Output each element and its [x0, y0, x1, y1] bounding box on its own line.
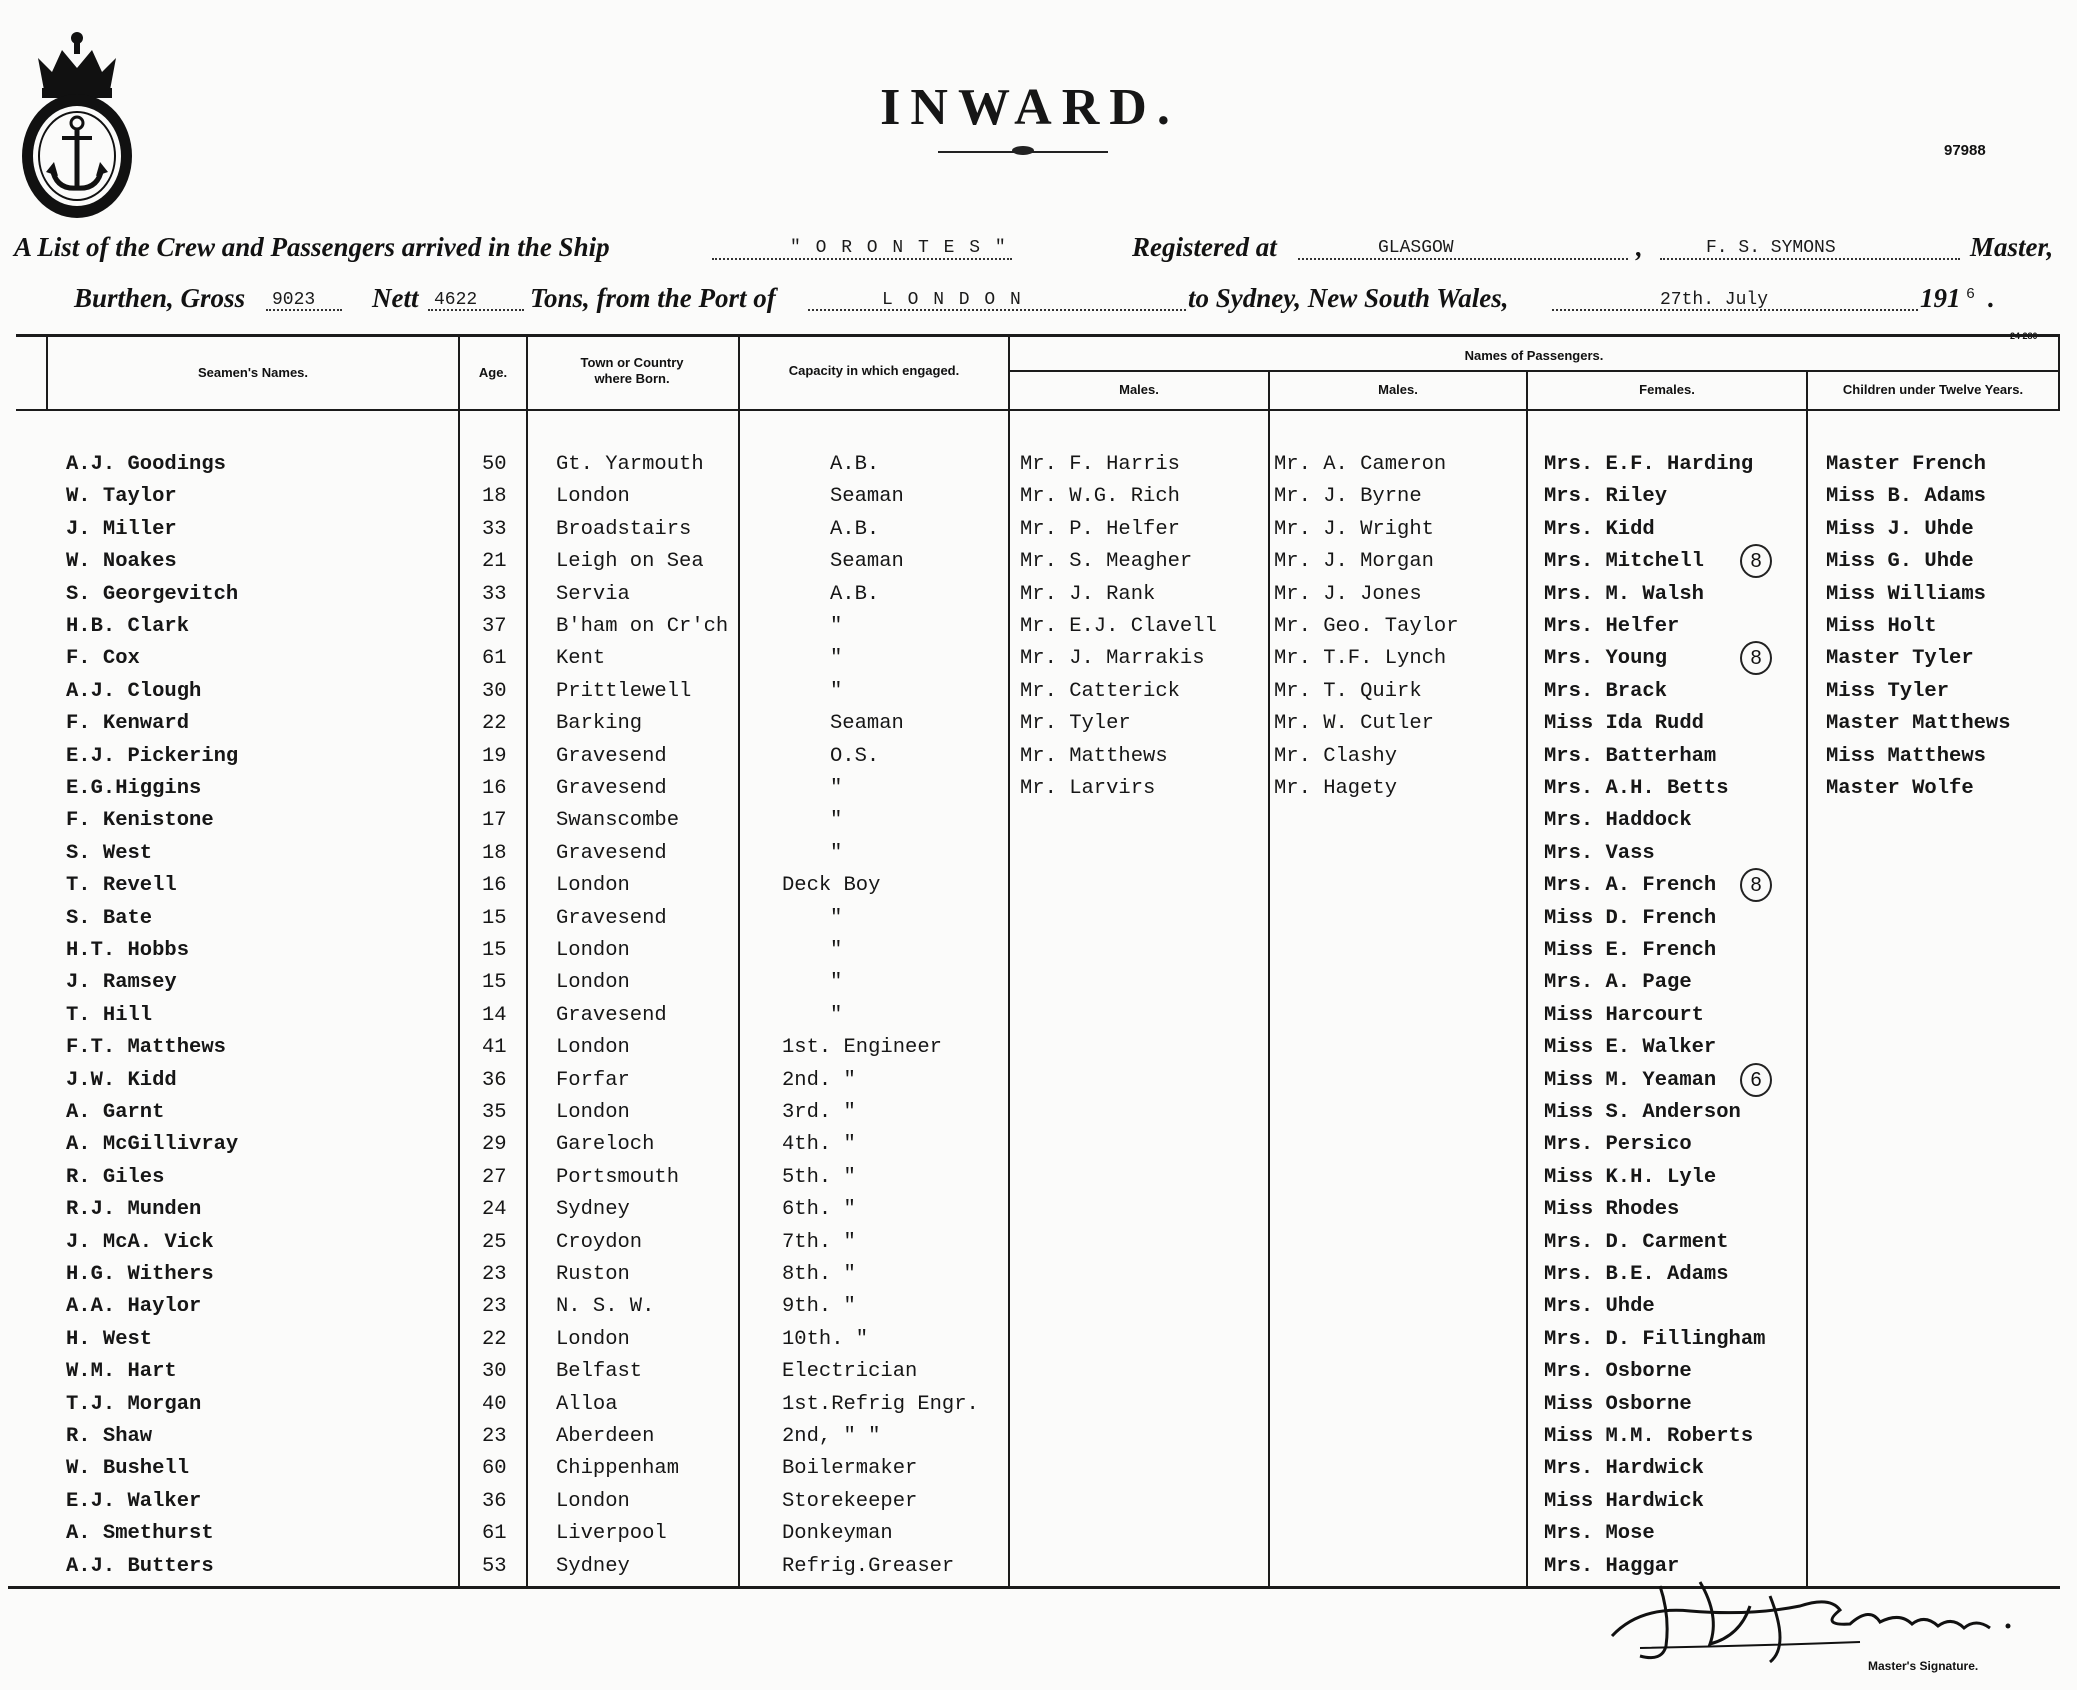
crew-name: H. West	[66, 1327, 153, 1351]
crew-name: A.J. Clough	[66, 679, 202, 703]
female-passenger-name: Mrs. A. French	[1544, 874, 1717, 898]
crew-name: T. Revell	[66, 874, 177, 898]
crew-capacity: Refrig.Greaser	[782, 1554, 955, 1578]
female-passenger-name: Mrs. D. Fillingham	[1544, 1327, 1766, 1351]
header-burthen-label: Burthen, Gross	[74, 283, 246, 313]
ship-name: " O R O N T E S "	[790, 238, 1008, 258]
crew-capacity: "	[830, 971, 843, 995]
child-passenger-name: Master Tyler	[1826, 647, 1974, 671]
handwritten-circled-mark: 8	[1740, 544, 1772, 578]
crew-capacity: 8th. "	[782, 1263, 856, 1286]
crew-name: J. Miller	[66, 517, 177, 541]
female-passenger-name: Miss D. French	[1544, 906, 1717, 930]
crew-name: J. Ramsey	[66, 971, 177, 995]
crew-birthplace: Chippenham	[556, 1457, 680, 1481]
crew-capacity: 1st. Engineer	[782, 1036, 942, 1060]
crew-capacity: 5th. "	[782, 1165, 856, 1189]
crew-birthplace: Sydney	[556, 1198, 630, 1222]
master-name-line	[1660, 258, 1960, 260]
female-passenger-name: Miss E. French	[1544, 939, 1717, 962]
female-passenger-name: Mrs. Osborne	[1544, 1360, 1692, 1384]
master-signature-handwritten	[1600, 1566, 2020, 1666]
handwritten-circled-mark: 8	[1740, 868, 1772, 902]
crew-birthplace: Croydon	[556, 1230, 643, 1254]
male-passenger-name: Mr. J. Rank	[1020, 582, 1156, 606]
male-passenger-name: Mr. W.G. Rich	[1020, 485, 1180, 509]
male-passenger-name: Mr. T. Quirk	[1274, 679, 1422, 703]
crew-birthplace: Gravesend	[556, 777, 667, 800]
male-passenger-name: Mr. J. Wright	[1274, 517, 1434, 541]
crew-name: S. Bate	[66, 906, 153, 930]
male-passenger-name: Mr. J. Jones	[1274, 582, 1422, 606]
crew-name: W. Bushell	[66, 1457, 190, 1481]
crew-birthplace: N. S. W.	[556, 1295, 655, 1319]
crew-age: 50	[482, 453, 507, 476]
crew-age: 19	[482, 744, 507, 768]
crew-name: E.J. Pickering	[66, 744, 239, 768]
passenger-header-rule	[1010, 370, 2060, 372]
crew-name: S. Georgevitch	[66, 582, 239, 606]
crew-name: W. Taylor	[66, 485, 177, 509]
crew-age: 33	[482, 582, 507, 606]
crew-name: H.T. Hobbs	[66, 939, 190, 962]
crew-age: 16	[482, 777, 507, 800]
crew-capacity: 3rd. "	[782, 1101, 856, 1124]
crew-birthplace: Aberdeen	[556, 1425, 655, 1448]
col-line-passengers	[1008, 336, 1010, 1588]
crew-capacity: "	[830, 1003, 843, 1027]
handwritten-circled-mark: 8	[1740, 641, 1772, 675]
female-passenger-name: Mrs. Batterham	[1544, 744, 1717, 768]
crew-name: W.M. Hart	[66, 1360, 177, 1384]
female-passenger-name: Mrs. Uhde	[1544, 1295, 1655, 1319]
crew-age: 27	[482, 1165, 507, 1189]
child-passenger-name: Miss Williams	[1826, 582, 1986, 606]
crew-name: T. Hill	[66, 1003, 153, 1027]
child-passenger-name: Miss G. Uhde	[1826, 550, 1974, 574]
crew-birthplace: Gravesend	[556, 1003, 667, 1027]
shipping-master-seal-logo	[16, 28, 138, 218]
male-passenger-name: Mr. Tyler	[1020, 712, 1131, 736]
crew-age: 37	[482, 615, 507, 638]
col-line-children	[1806, 371, 1808, 1588]
female-passenger-name: Mrs. Persico	[1544, 1133, 1692, 1157]
crew-birthplace: London	[556, 1101, 630, 1124]
crew-capacity: A.B.	[830, 517, 880, 541]
crew-birthplace: Gt. Yarmouth	[556, 453, 704, 476]
crew-age: 22	[482, 1327, 507, 1351]
female-passenger-name: Miss M.M. Roberts	[1544, 1425, 1754, 1448]
crew-birthplace: Kent	[556, 647, 606, 671]
child-passenger-name: Master Wolfe	[1826, 777, 1974, 800]
page-title: INWARD.	[880, 79, 1180, 136]
gross-tons: 9023	[272, 290, 316, 310]
crew-capacity: "	[830, 906, 843, 930]
male-passenger-name: Mr. Larvirs	[1020, 777, 1156, 800]
crew-name: E.J. Walker	[66, 1489, 202, 1513]
crew-capacity: 2nd, " "	[782, 1425, 881, 1448]
crew-capacity: 10th. "	[782, 1327, 869, 1351]
crew-capacity: "	[830, 679, 843, 703]
male-passenger-name: Mr. Catterick	[1020, 679, 1180, 703]
crew-age: 15	[482, 971, 507, 995]
female-passenger-name: Mrs. Kidd	[1544, 517, 1655, 541]
crew-capacity: Storekeeper	[782, 1489, 918, 1513]
crew-birthplace: Prittlewell	[556, 679, 692, 703]
female-passenger-name: Miss E. Walker	[1544, 1036, 1717, 1060]
header-period: .	[1988, 283, 1995, 313]
col-line-females	[1526, 371, 1528, 1588]
crew-age: 15	[482, 906, 507, 930]
male-passenger-name: Mr. Clashy	[1274, 744, 1398, 768]
crew-age: 18	[482, 841, 507, 865]
crew-age: 36	[482, 1489, 507, 1513]
female-passenger-name: Mrs. B.E. Adams	[1544, 1263, 1729, 1286]
crew-capacity: Seaman	[830, 550, 904, 574]
female-passenger-name: Mrs. Brack	[1544, 679, 1668, 703]
crew-birthplace: B'ham on Cr'ch	[556, 615, 729, 638]
arrival-date: 27th. July	[1660, 290, 1769, 310]
crew-birthplace: Gravesend	[556, 744, 667, 768]
crew-birthplace: London	[556, 1036, 630, 1060]
female-passenger-name: Miss K.H. Lyle	[1544, 1165, 1717, 1189]
male-passenger-name: Mr. J. Marrakis	[1020, 647, 1205, 671]
crew-capacity: A.B.	[830, 582, 880, 606]
crew-name: E.G.Higgins	[66, 777, 202, 800]
crew-capacity: "	[830, 939, 843, 962]
master-signature-label: Master's Signature.	[1868, 1659, 1979, 1673]
crew-age: 35	[482, 1101, 507, 1124]
crew-name: A. Garnt	[66, 1101, 165, 1124]
crew-capacity: Seaman	[830, 712, 904, 736]
crew-birthplace: Alloa	[556, 1392, 618, 1416]
crew-name: A.J. Goodings	[66, 453, 226, 476]
female-passenger-name: Mrs. D. Carment	[1544, 1230, 1729, 1254]
male-passenger-name: Mr. J. Morgan	[1274, 550, 1434, 574]
master-name: F. S. SYMONS	[1706, 238, 1836, 258]
crew-name: R. Shaw	[66, 1425, 153, 1448]
col-head-capacity: Capacity in which engaged.	[788, 363, 960, 378]
crew-name: T.J. Morgan	[66, 1392, 202, 1416]
header-bottom-rule	[16, 409, 2060, 411]
male-passenger-name: Mr. J. Byrne	[1274, 485, 1422, 509]
crew-birthplace: Servia	[556, 582, 630, 606]
crew-age: 30	[482, 1360, 507, 1384]
col-line-town	[526, 336, 528, 1588]
female-passenger-name: Miss S. Anderson	[1544, 1101, 1741, 1124]
female-passenger-name: Mrs. Helfer	[1544, 615, 1680, 638]
crew-birthplace: Liverpool	[556, 1522, 667, 1546]
crew-capacity: 7th. "	[782, 1230, 856, 1254]
crew-birthplace: Forfar	[556, 1068, 630, 1092]
crew-age: 23	[482, 1263, 507, 1286]
crew-age: 41	[482, 1036, 507, 1060]
male-passenger-name: Mr. S. Meagher	[1020, 550, 1193, 574]
crew-age: 23	[482, 1425, 507, 1448]
departure-port: L O N D O N	[882, 290, 1023, 310]
crew-birthplace: Broadstairs	[556, 517, 692, 541]
registered-line	[1298, 258, 1628, 260]
child-passenger-name: Miss Holt	[1826, 615, 1937, 638]
crew-capacity: "	[830, 777, 843, 800]
col-head-town: Town or Country where Born.	[580, 355, 684, 386]
crew-capacity: A.B.	[830, 453, 880, 476]
crew-capacity: "	[830, 615, 843, 638]
crew-name: F.T. Matthews	[66, 1036, 226, 1060]
child-passenger-name: Master French	[1826, 453, 1986, 476]
crew-age: 16	[482, 874, 507, 898]
child-passenger-name: Miss Matthews	[1826, 744, 1986, 768]
female-passenger-name: Miss M. Yeaman	[1544, 1068, 1717, 1092]
crew-name: A.J. Butters	[66, 1554, 214, 1578]
col-head-males-2: Males.	[1378, 382, 1418, 397]
female-passenger-name: Miss Rhodes	[1544, 1198, 1680, 1222]
crew-capacity: Donkeyman	[782, 1522, 893, 1546]
female-passenger-name: Miss Osborne	[1544, 1392, 1692, 1416]
crew-capacity: 1st.Refrig Engr.	[782, 1392, 979, 1416]
male-passenger-name: Mr. Geo. Taylor	[1274, 615, 1459, 638]
crew-birthplace: London	[556, 971, 630, 995]
crew-birthplace: London	[556, 939, 630, 962]
female-passenger-name: Miss Hardwick	[1544, 1489, 1704, 1513]
header-port-label: Tons, from the Port of	[530, 283, 776, 313]
crew-age: 21	[482, 550, 507, 574]
crew-name: R.J. Munden	[66, 1198, 202, 1222]
crew-birthplace: Gravesend	[556, 841, 667, 865]
col-head-females: Females.	[1639, 382, 1695, 397]
col-head-seamen: Seamen's Names.	[197, 365, 309, 380]
header-registered-label: Registered at	[1132, 232, 1277, 262]
crew-capacity: "	[830, 809, 843, 833]
female-passenger-name: Mrs. Riley	[1544, 485, 1668, 509]
crew-age: 23	[482, 1295, 507, 1319]
table-top-rule	[16, 334, 2060, 337]
child-passenger-name: Miss Tyler	[1826, 679, 1950, 703]
crew-birthplace: Barking	[556, 712, 643, 736]
col-line-age	[458, 336, 460, 1588]
crew-age: 40	[482, 1392, 507, 1416]
crew-birthplace: London	[556, 485, 630, 509]
crew-age: 60	[482, 1457, 507, 1481]
crew-age: 36	[482, 1068, 507, 1092]
header-line1-intro: A List of the Crew and Passengers arrived in the Ship	[14, 232, 610, 262]
crew-capacity: 2nd. "	[782, 1068, 856, 1092]
crew-name: A. McGillivray	[66, 1133, 239, 1157]
female-passenger-name: Mrs. Mitchell	[1544, 550, 1704, 574]
header-master-label: Master,	[1970, 232, 2054, 262]
female-passenger-name: Miss Ida Rudd	[1544, 712, 1704, 736]
female-passenger-name: Mrs. Hardwick	[1544, 1457, 1704, 1481]
child-passenger-name: Miss B. Adams	[1826, 485, 1986, 509]
crew-age: 17	[482, 809, 507, 833]
female-passenger-name: Mrs. Young	[1544, 647, 1668, 671]
female-passenger-name: Mrs. A.H. Betts	[1544, 777, 1729, 800]
crew-age: 14	[482, 1003, 507, 1027]
female-passenger-name: Mrs. Vass	[1544, 841, 1655, 865]
crew-capacity: "	[830, 841, 843, 865]
crew-age: 30	[482, 679, 507, 703]
crew-capacity: 9th. "	[782, 1295, 856, 1319]
male-passenger-name: Mr. F. Harris	[1020, 453, 1180, 476]
male-passenger-name: Mr. Hagety	[1274, 777, 1398, 800]
crew-birthplace: London	[556, 1489, 630, 1513]
female-passenger-name: Mrs. E.F. Harding	[1544, 453, 1754, 476]
crew-name: F. Kenistone	[66, 809, 214, 833]
crew-age: 33	[482, 517, 507, 541]
year-suffix: 6	[1966, 286, 1976, 303]
crew-name: H.B. Clark	[66, 615, 190, 638]
crew-birthplace: Gareloch	[556, 1133, 655, 1157]
crew-name: W. Noakes	[66, 550, 177, 574]
ship-name-line	[712, 258, 1012, 260]
crew-capacity: Deck Boy	[782, 874, 881, 898]
female-passenger-name: Mrs. A. Page	[1544, 971, 1692, 995]
form-number: 97988	[1944, 142, 1986, 159]
female-passenger-name: Mrs. M. Walsh	[1544, 582, 1704, 606]
year-prefix: 191	[1920, 283, 1961, 313]
crew-age: 24	[482, 1198, 507, 1222]
crew-age: 15	[482, 939, 507, 962]
crew-capacity: Seaman	[830, 485, 904, 509]
crew-birthplace: Belfast	[556, 1360, 643, 1384]
col-line-males2	[1268, 371, 1270, 1588]
col-line-capacity	[738, 336, 740, 1588]
crew-age: 22	[482, 712, 507, 736]
child-passenger-name: Miss J. Uhde	[1826, 517, 1974, 541]
male-passenger-name: Mr. T.F. Lynch	[1274, 647, 1447, 671]
crew-age: 25	[482, 1230, 507, 1254]
crew-birthplace: Ruston	[556, 1263, 630, 1286]
registered-port: GLASGOW	[1378, 238, 1454, 258]
female-passenger-name: Mrs. Haddock	[1544, 809, 1692, 833]
header-destination-label: to Sydney, New South Wales,	[1188, 283, 1509, 313]
col-head-males-1: Males.	[1119, 382, 1159, 397]
crew-birthplace: Portsmouth	[556, 1165, 680, 1189]
crew-birthplace: Leigh on Sea	[556, 550, 704, 574]
female-passenger-name: Mrs. Haggar	[1544, 1554, 1680, 1578]
crew-age: 53	[482, 1554, 507, 1578]
crew-age: 18	[482, 485, 507, 509]
crew-capacity: 6th. "	[782, 1198, 856, 1222]
male-passenger-name: Mr. E.J. Clavell	[1020, 615, 1217, 638]
crew-birthplace: Swanscombe	[556, 809, 680, 833]
crew-name: J.W. Kidd	[66, 1068, 177, 1092]
crew-birthplace: London	[556, 1327, 630, 1351]
crew-age: 29	[482, 1133, 507, 1157]
crew-name: S. West	[66, 841, 153, 865]
crew-age: 61	[482, 647, 507, 671]
crew-capacity: "	[830, 647, 843, 671]
crew-name: F. Kenward	[66, 712, 190, 736]
crew-name: R. Giles	[66, 1165, 165, 1189]
header-nett-label: Nett	[372, 283, 419, 313]
male-passenger-name: Mr. W. Cutler	[1274, 712, 1434, 736]
crew-name: F. Cox	[66, 647, 140, 671]
col-line-right	[2058, 336, 2060, 410]
crew-age: 61	[482, 1522, 507, 1546]
handwritten-circled-mark: 6	[1740, 1063, 1772, 1097]
child-passenger-name: Master Matthews	[1826, 712, 2011, 736]
male-passenger-name: Mr. Matthews	[1020, 744, 1168, 768]
crew-name: H.G. Withers	[66, 1263, 214, 1286]
crew-capacity: O.S.	[830, 744, 880, 768]
nett-tons: 4622	[434, 290, 478, 310]
header-comma: ,	[1636, 232, 1643, 262]
crew-name: J. McA. Vick	[66, 1230, 214, 1254]
crew-birthplace: Gravesend	[556, 906, 667, 930]
male-passenger-name: Mr. P. Helfer	[1020, 517, 1180, 541]
crew-birthplace: London	[556, 874, 630, 898]
male-passenger-name: Mr. A. Cameron	[1274, 453, 1447, 476]
title-ornament	[1012, 146, 1034, 155]
col-head-children: Children under Twelve Years.	[1842, 382, 2024, 397]
col-head-age: Age.	[478, 365, 508, 380]
crew-name: A. Smethurst	[66, 1522, 214, 1546]
crew-capacity: Electrician	[782, 1360, 918, 1384]
crew-capacity: 4th. "	[782, 1133, 856, 1157]
col-head-passengers: Names of Passengers.	[1464, 348, 1604, 363]
crew-birthplace: Sydney	[556, 1554, 630, 1578]
female-passenger-name: Miss Harcourt	[1544, 1003, 1704, 1027]
crew-capacity: Boilermaker	[782, 1457, 918, 1481]
crew-name: A.A. Haylor	[66, 1295, 202, 1319]
female-passenger-name: Mrs. Mose	[1544, 1522, 1655, 1546]
